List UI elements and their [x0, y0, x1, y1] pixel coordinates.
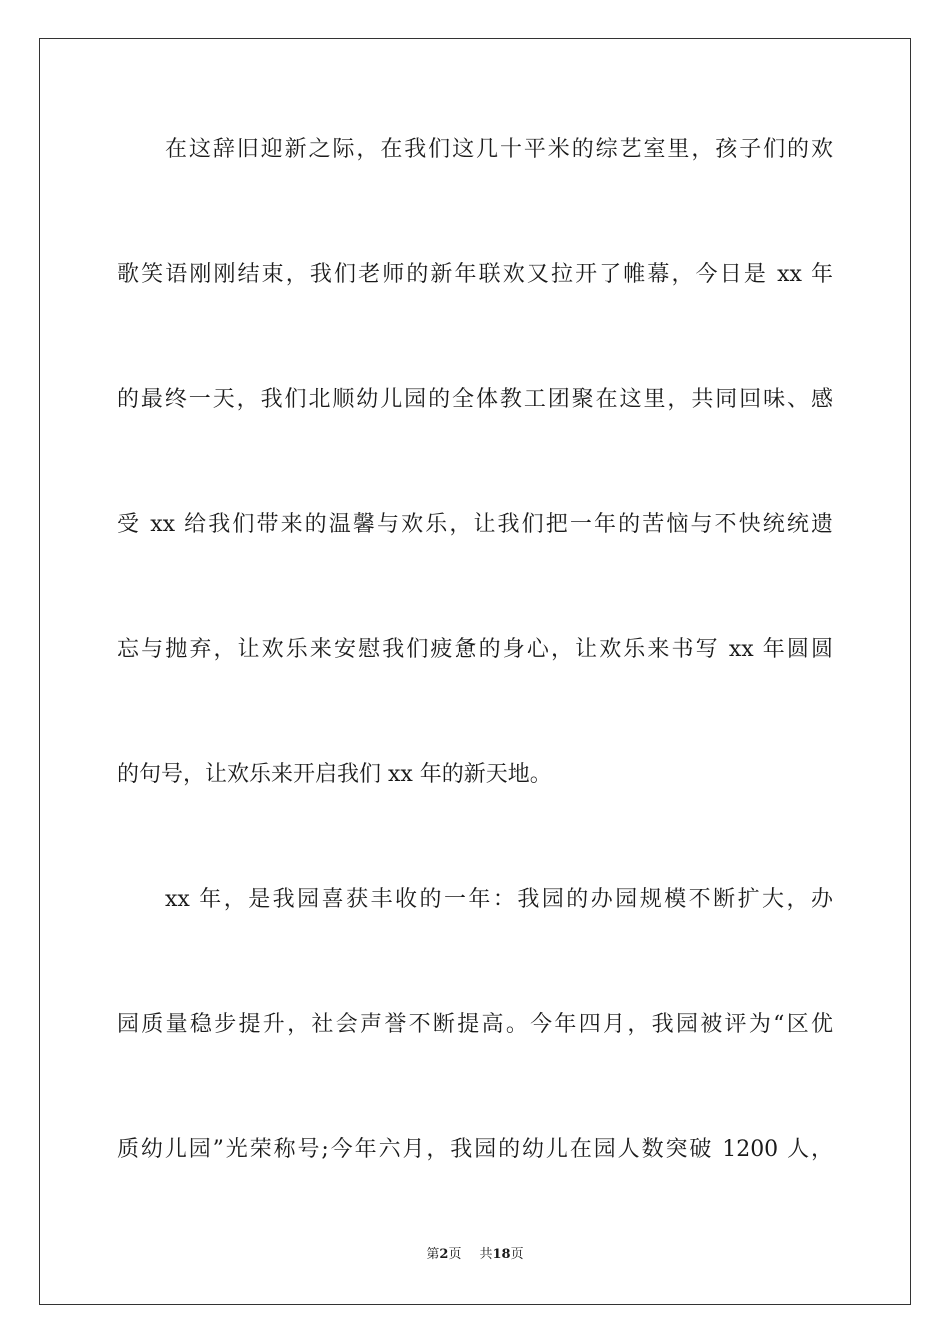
page-number: 2	[439, 1247, 449, 1262]
paragraph-1-line-1: 在这辞旧迎新之际，在我们这几十平米的综艺室里，孩子们的欢	[165, 137, 833, 162]
paragraph-1-line-2: 歌笑语刚刚结束，我们老师的新年联欢又拉开了帷幕，今日是 xx 年	[117, 262, 833, 287]
page-footer	[0, 1245, 950, 1265]
total-pages: 18	[492, 1247, 511, 1262]
page-prefix: 第	[426, 1247, 440, 1262]
paragraph-2-line-2: 园质量稳步提升，社会声誉不断提高。今年四月，我园被评为“区优	[117, 1012, 833, 1037]
paragraph-2-line-3: 质幼儿园”光荣称号;今年六月，我园的幼儿在园人数突破 1200 人，	[117, 1137, 833, 1162]
page-suffix: 页	[448, 1247, 462, 1262]
paragraph-1-line-4: 受 xx 给我们带来的温馨与欢乐，让我们把一年的苦恼与不快统统遗	[117, 512, 833, 537]
total-suffix: 页	[510, 1247, 524, 1262]
paragraph-1-line-5: 忘与抛弃，让欢乐来安慰我们疲惫的身心，让欢乐来书写 xx 年圆圆	[117, 637, 833, 662]
page-border	[39, 38, 911, 1305]
paragraph-2-line-1: xx 年，是我园喜获丰收的一年：我园的办园规模不断扩大，办	[165, 887, 833, 912]
total-prefix: 共	[479, 1247, 493, 1262]
paragraph-1-line-3: 的最终一天，我们北顺幼儿园的全体教工团聚在这里，共同回味、感	[117, 387, 833, 412]
paragraph-1-line-6: 的句号，让欢乐来开启我们 xx 年的新天地。	[117, 762, 552, 787]
